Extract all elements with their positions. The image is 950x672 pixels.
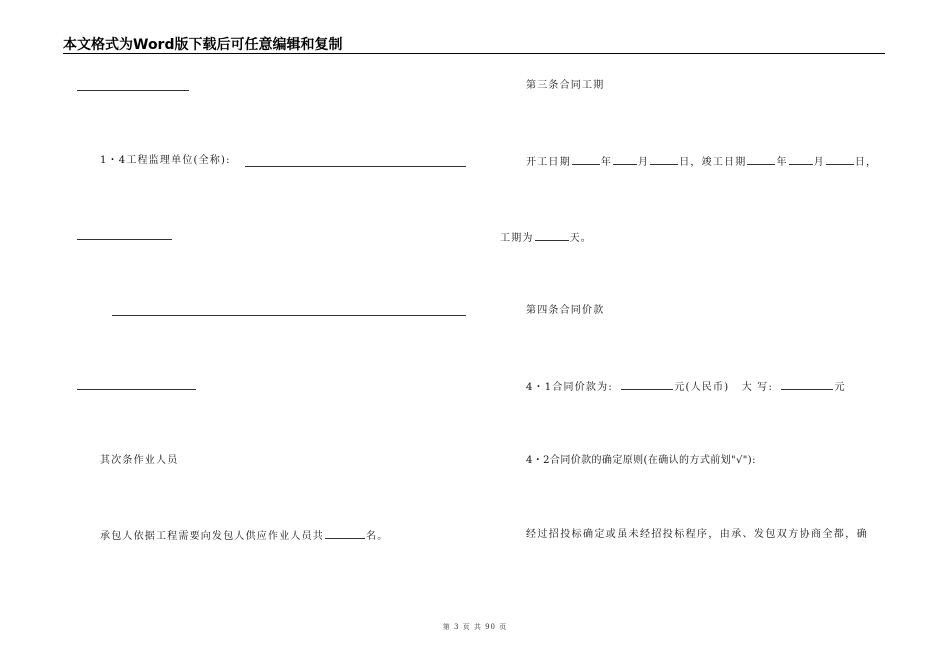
clause-2-text-a: 承包人依据工程需要向发包人供应作业人员共 xyxy=(100,531,324,542)
day-label-2: 日， xyxy=(854,157,878,168)
start-year-blank xyxy=(572,155,600,165)
dates-line xyxy=(526,155,877,169)
yuan-rmb-label: 元(人民币) xyxy=(674,382,730,393)
document-header-title: 本文格式为Word版下载后可任意编辑和复制 xyxy=(63,37,343,53)
header-divider xyxy=(63,53,885,54)
page-footer: 第 3 页 共 90 页 xyxy=(442,623,508,631)
worker-count-blank xyxy=(325,529,365,539)
year-label-1: 年 xyxy=(600,157,613,168)
price-figures-blank xyxy=(621,380,673,390)
capital-label: 大 写: xyxy=(741,382,774,393)
clause-1-4-label: 1・4工程监理单位(全称): xyxy=(100,155,231,166)
duration-unit: 天。 xyxy=(569,233,593,244)
clause-4-title: 第四条合同价款 xyxy=(526,305,605,316)
clause-4-2: 4・2合同价款的确定原则(在确认的方式前划"√"): xyxy=(526,455,756,466)
finish-date-label: 竣工日期 xyxy=(701,157,747,168)
clause-4-1 xyxy=(526,380,846,394)
clause-1-4-blank xyxy=(245,166,466,167)
start-day-blank xyxy=(650,155,678,165)
blank-line-3 xyxy=(112,315,466,316)
finish-year-blank xyxy=(747,155,775,165)
clause-3-title: 第三条合同工期 xyxy=(526,80,605,91)
blank-line-1 xyxy=(77,90,189,91)
duration-label: 工期为 xyxy=(500,233,534,244)
month-label-2: 月 xyxy=(813,157,825,168)
month-label-1: 月 xyxy=(638,157,650,168)
blank-line-2 xyxy=(77,239,172,240)
price-words-blank xyxy=(781,380,833,390)
clause-2-title: 其次条作业人员 xyxy=(100,455,179,466)
duration-blank xyxy=(535,231,569,241)
finish-month-blank xyxy=(789,155,813,165)
start-month-blank xyxy=(613,155,637,165)
finish-day-blank xyxy=(826,155,854,165)
clause-4-2-paragraph: 经过招投标确定或虽未经招投标程序，由承、发包双方协商全都，确 xyxy=(526,529,868,540)
clause-1-4 xyxy=(100,155,231,167)
duration-line xyxy=(500,231,592,245)
year-label-2: 年 xyxy=(776,157,788,168)
clause-2-text-b: 名。 xyxy=(366,531,389,542)
day-label-1: 日， xyxy=(679,157,702,168)
blank-line-4 xyxy=(77,389,196,390)
yuan-label: 元 xyxy=(834,382,846,393)
clause-2-text xyxy=(100,529,388,543)
start-date-label: 开工日期 xyxy=(526,157,571,168)
clause-4-1-label: 4・1合同价款为: xyxy=(526,382,613,393)
